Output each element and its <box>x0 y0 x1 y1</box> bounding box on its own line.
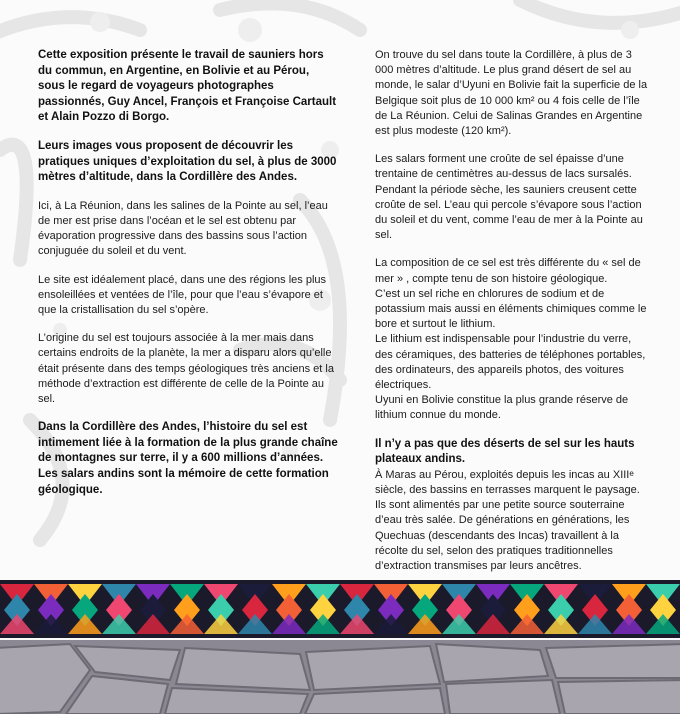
origin-paragraph: L’origine du sel est toujours associée à la mer mais dans certains endroits de la planète, la mer a disparu alors qu’elle était présente dans des temps géologiques très anciens et la méthode d’extraction est différente de celle de la Pointe au sel. <box>38 332 334 405</box>
andean-textile-band <box>0 580 680 638</box>
maras-text-end: siècle, des bassins en terrasses marquent le paysage. Ils sont alimentés par une petite source souterraine d’eau très salée. De générations en générations, les Quechuas (descendants des Incas) travaillent à la récolte du sel, selon des pratiques traditionnelles d’extraction transmises par leurs ancêtres. <box>375 484 640 573</box>
textile-background <box>0 580 680 638</box>
inca-stone-wall <box>0 640 680 714</box>
maras-paragraph <box>375 468 650 574</box>
minerals-paragraph: C’est un sel riche en chlorures de sodium et de potassium mais aussi en éléments chimiques comme le bore et surtout le lithium. <box>375 287 647 331</box>
salars-paragraph: Les salars forment une croûte de sel épaisse d’une trentaine de centimètres au-dessus de lacs sursalés. Pendant la période sèche, les sauniers creusent cette croûte de sel. L’eau qui percole s’évapore sous l’action du soleil et du vent, comme l’eau de mer à la Pointe au sel. <box>375 153 643 242</box>
uyuni-paragraph: Uyuni en Bolivie constitue la plus grande réserve de lithium connue du monde. <box>375 394 629 422</box>
reunion-paragraph: Ici, à La Réunion, dans les salines de la Pointe au sel, l’eau de mer est prise dans l’océan et le sel est obtenu par évaporation progressive dans des bassins sous l’action conjuguée du soleil et du vent. <box>38 199 328 258</box>
century-superscript: e <box>629 468 634 478</box>
maras-text-start: À Maras au Pérou, exploités depuis les incas au XIII <box>375 468 630 481</box>
right-text-column <box>375 48 650 587</box>
images-paragraph: Leurs images vous proposent de découvrir les pratiques uniques d’exploitation du sel, à plus de 3000 mètres d’altitude, dans la Cordillère des Andes. <box>38 139 337 184</box>
cordillera-paragraph: On trouve du sel dans toute la Cordillère, à plus de 3 000 mètres d’altitude. Le plus grand désert de sel au monde, le salar d’Uyuni en Bolivie fait la superficie de la Belgique soit plus de 10 000 km² ou 4 fois celle de l’île de La Réunion. Celui de Salinas Grandes en Argentine est plus modeste (120 km²). <box>375 49 648 138</box>
plateaux-heading: Il n’y a pas que des déserts de sel sur les hauts plateaux andins. <box>375 437 635 466</box>
lithium-paragraph: Le lithium est indispensable pour l’industrie du verre, des céramiques, des batteries de téléphones portables, des ordinateurs, des appareils photos, des voitures électriques. <box>375 333 646 392</box>
stone-wall-graphic <box>0 640 680 714</box>
andes-paragraph: Dans la Cordillère des Andes, l’histoire du sel est intimement liée à la formation de la plus grande chaîne de montagnes sur terre, il y a 600 millions d’années. Les salars andins sont la mémoire de cette formation géologique. <box>38 421 338 496</box>
left-text-column <box>38 48 338 511</box>
composition-paragraph: La composition de ce sel est très différente du « sel de mer » , compte tenu de son histoire géologique. <box>375 257 641 285</box>
site-paragraph: Le site est idéalement placé, dans une des régions les plus ensoleillées et ventées de l’île, pour que l’eau s’évapore et que la cristallisation du sel s’opère. <box>38 273 327 316</box>
intro-paragraph: Cette exposition présente le travail de sauniers hors du commun, en Argentine, en Bolivie et au Pérou, sous le regard de voyageurs photographes passionnés, Guy Ancel, François et Françoise Cartault et Alain Pozzo di Borgo. <box>38 49 337 124</box>
